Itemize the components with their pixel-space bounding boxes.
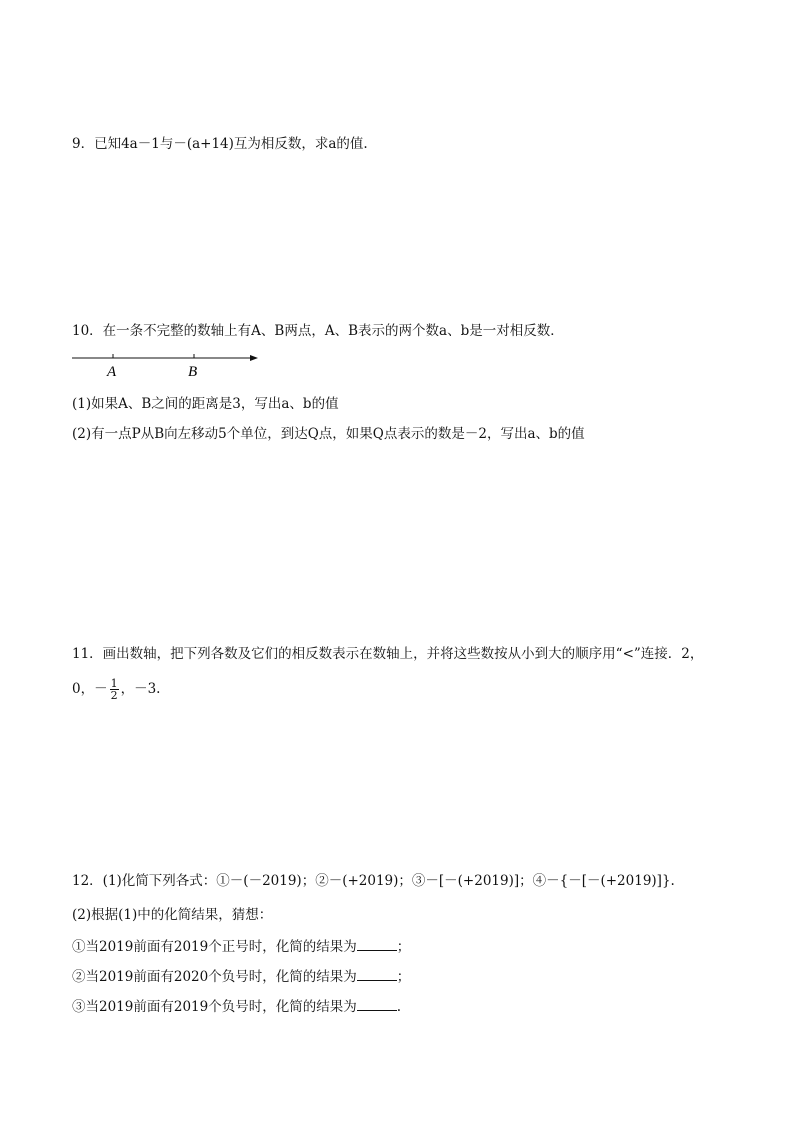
question-12-line-1 [72,872,675,890]
question-11-line-2 [72,678,160,701]
label-b: B [188,364,198,380]
question-10-part-2-text: (2)有一点P从B向左移动5个单位，到达Q点，如果Q点表示的数是－2，写出a、b的值 [72,426,585,442]
answer-blank-1[interactable] [357,938,397,951]
number-line-figure [70,346,260,382]
question-11-line-2-prefix: 0，－ [72,681,108,697]
question-12-item-2-text: ②当2019前面有2020个负号时，化简的结果为 [72,969,357,985]
question-10-part-2 [72,425,585,443]
fraction-one-half [110,678,119,701]
fraction-numerator: 1 [110,677,118,690]
answer-blank-2[interactable] [357,968,397,981]
question-9-text: 9．已知4a－1与－(a+14)互为相反数，求a的值. [72,136,368,152]
question-12-item-1-text: ①当2019前面有2019个正号时，化简的结果为 [72,939,357,955]
question-12-line-3 [72,938,410,956]
question-11-line-2-suffix: ，－3. [120,681,161,697]
question-10-intro [72,322,564,340]
question-10-text: 10．在一条不完整的数轴上有A、B两点，A、B表示的两个数a、b是一对相反数． [72,323,564,339]
question-9 [72,135,368,153]
question-11-text: 11．画出数轴，把下列各数及它们的相反数表示在数轴上，并将这些数按从小到大的顺序用“<”连接．2， [72,646,704,662]
number-line-arrow [250,355,258,361]
label-a: A [107,364,117,380]
question-12-line-5 [72,998,401,1016]
fraction-denominator: 2 [110,689,118,702]
question-12-part-2-text: (2)根据(1)中的化简结果，猜想： [72,907,273,923]
question-10-part-1-text: (1)如果A、B之间的距离是3，写出a、b的值 [72,396,339,412]
punctuation: ； [396,939,411,955]
punctuation: . [396,999,402,1015]
answer-blank-3[interactable] [357,998,397,1011]
punctuation: ； [396,969,411,985]
question-12-line-2 [72,906,272,924]
question-11-line-1 [72,645,703,663]
question-12-item-3-text: ③当2019前面有2019个负号时，化简的结果为 [72,999,357,1015]
question-12-part-1-text: 12．(1)化简下列各式：①－(－2019)；②－(+2019)；③－[－(+2019)]；④－{－[－(+2019)]}. [72,873,675,889]
question-12-line-4 [72,968,410,986]
question-10-part-1 [72,395,339,413]
